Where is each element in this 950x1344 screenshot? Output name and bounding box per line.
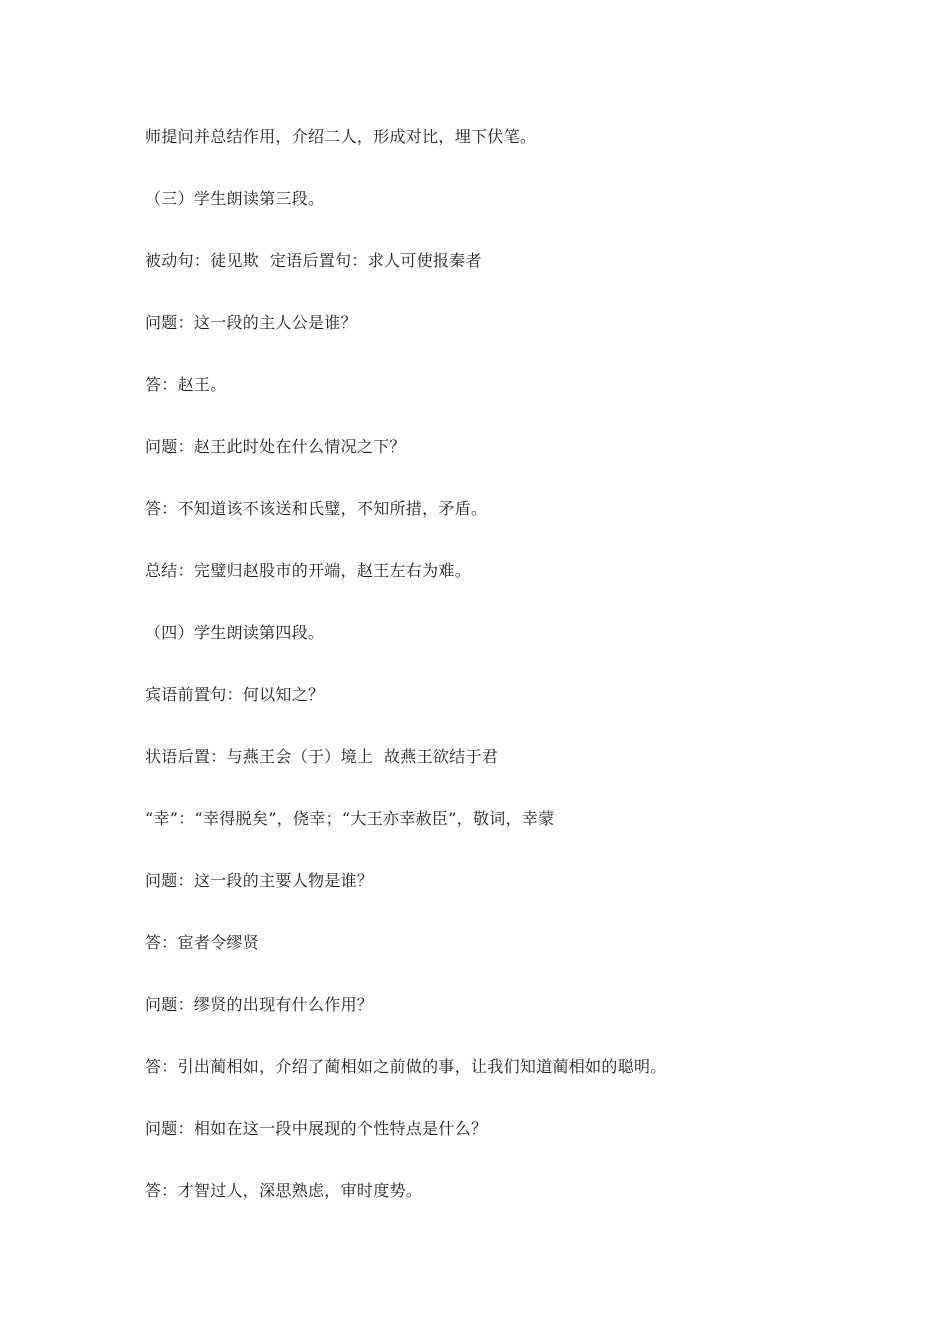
section-heading-3: （三）学生朗读第三段。 [145,189,325,208]
answer-miao-xian: 答：宦者令缪贤 [145,933,260,952]
summary-beginning: 总结：完璧归赵股市的开端，赵王左右为难。 [145,561,472,580]
question-protagonist: 问题：这一段的主人公是谁？ [145,313,357,332]
question-main-character: 问题：这一段的主要人物是谁？ [145,871,374,890]
answer-zhao-king: 答：赵王。 [145,375,227,394]
grammar-note-adverbial: 状语后置：与燕王会（于）境上 故燕王欲结于君 [145,747,499,766]
text-line-summary-role: 师提问并总结作用，介绍二人，形成对比，埋下伏笔。 [145,127,537,146]
vocab-note-xing: “幸”：“幸得脱矣”，侥幸；“大王亦幸赦臣”，敬词，幸蒙 [145,809,555,828]
question-personality: 问题：相如在这一段中展现的个性特点是什么？ [145,1119,488,1138]
question-miao-xian-role: 问题：缪贤的出现有什么作用？ [145,995,374,1014]
section-heading-4: （四）学生朗读第四段。 [145,623,325,642]
answer-introduce-lin: 答：引出蔺相如，介绍了蔺相如之前做的事，让我们知道蔺相如的聪明。 [145,1057,667,1076]
answer-personality: 答：才智过人，深思熟虑，审时度势。 [145,1181,423,1200]
grammar-note-passive: 被动句：徒见欺 定语后置句：求人可使报秦者 [145,251,482,270]
question-situation: 问题：赵王此时处在什么情况之下？ [145,437,406,456]
grammar-note-object-fronting: 宾语前置句：何以知之？ [145,685,325,704]
answer-dilemma: 答：不知道该不该送和氏璧，不知所措，矛盾。 [145,499,488,518]
